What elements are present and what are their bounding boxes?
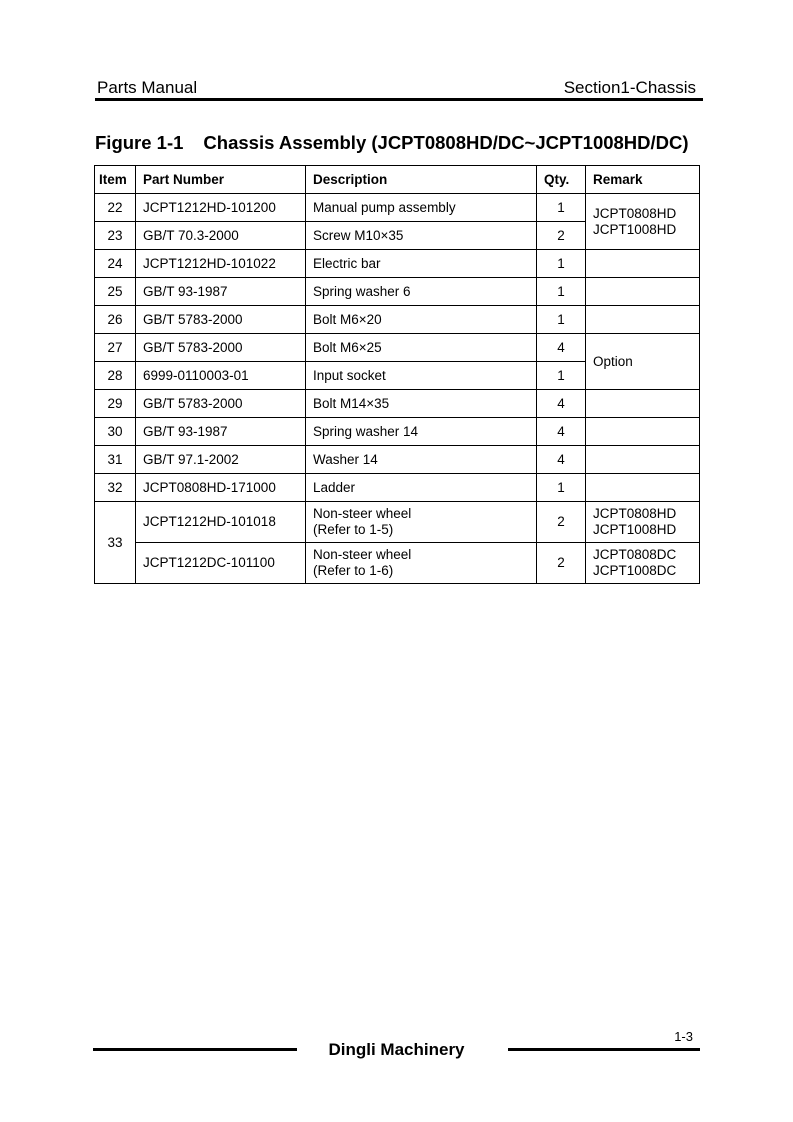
qty-cell: 2: [537, 502, 586, 543]
description-cell: Bolt M14×35: [306, 390, 537, 418]
description-line: (Refer to 1-5): [313, 522, 394, 537]
table-row: [95, 194, 700, 222]
remark-cell: [586, 278, 700, 306]
item-cell: 28: [95, 362, 136, 390]
table-row: [95, 250, 700, 278]
description-cell: Input socket: [306, 362, 537, 390]
table-row: [95, 306, 700, 334]
qty-cell: 1: [537, 194, 586, 222]
table-row: [95, 278, 700, 306]
qty-cell: 4: [537, 418, 586, 446]
part-number-cell: GB/T 93-1987: [136, 278, 306, 306]
table-row: [95, 502, 700, 543]
table-header-row: [95, 166, 700, 194]
description-cell: Washer 14: [306, 446, 537, 474]
item-cell: 33: [95, 502, 136, 584]
column-header-item: Item: [95, 166, 136, 194]
item-cell: 30: [95, 418, 136, 446]
item-cell: 27: [95, 334, 136, 362]
description-cell: Spring washer 6: [306, 278, 537, 306]
header-rule: [95, 98, 703, 101]
part-number-cell: JCPT1212HD-101018: [136, 502, 306, 543]
qty-cell: 4: [537, 334, 586, 362]
qty-cell: 1: [537, 474, 586, 502]
description-cell: Bolt M6×25: [306, 334, 537, 362]
part-number-cell: GB/T 5783-2000: [136, 306, 306, 334]
description-cell: Screw M10×35: [306, 222, 537, 250]
column-header-qty: Qty.: [537, 166, 586, 194]
column-header-description: Description: [306, 166, 537, 194]
part-number-cell: JCPT1212HD-101022: [136, 250, 306, 278]
remark-line: JCPT0808DC: [593, 547, 677, 562]
table-row: [95, 390, 700, 418]
column-header-remark: Remark: [586, 166, 700, 194]
section-title: Section1-Chassis: [563, 78, 696, 97]
description-line: (Refer to 1-6): [313, 563, 394, 578]
remark-cell: [586, 474, 700, 502]
description-cell: Electric bar: [306, 250, 537, 278]
remark-cell: [586, 418, 700, 446]
remark-cell: [586, 502, 700, 543]
remark-cell: Option: [586, 334, 700, 390]
parts-table: [94, 165, 700, 584]
remark-line: JCPT1008DC: [593, 563, 677, 578]
item-cell: 29: [95, 390, 136, 418]
remark-cell: [586, 446, 700, 474]
part-number-cell: JCPT1212DC-101100: [136, 543, 306, 584]
figure-caption: Chassis Assembly (JCPT0808HD/DC~JCPT1008HD/DC): [203, 132, 689, 153]
description-cell: Bolt M6×20: [306, 306, 537, 334]
qty-cell: 4: [537, 390, 586, 418]
description-cell: Spring washer 14: [306, 418, 537, 446]
part-number-cell: JCPT1212HD-101200: [136, 194, 306, 222]
qty-cell: 4: [537, 446, 586, 474]
part-number-cell: JCPT0808HD-171000: [136, 474, 306, 502]
description-line: Non-steer wheel: [313, 547, 412, 562]
remark-line: JCPT1008HD: [593, 522, 677, 537]
part-number-cell: GB/T 97.1-2002: [136, 446, 306, 474]
remark-line: JCPT0808HD: [593, 205, 677, 221]
item-cell: 32: [95, 474, 136, 502]
item-cell: 22: [95, 194, 136, 222]
item-cell: 23: [95, 222, 136, 250]
remark-line: JCPT0808HD: [593, 506, 677, 521]
item-cell: 25: [95, 278, 136, 306]
table-row: [95, 334, 700, 362]
description-cell: Ladder: [306, 474, 537, 502]
qty-cell: 1: [537, 250, 586, 278]
remark-cell: [586, 306, 700, 334]
remark-cell: [586, 390, 700, 418]
figure-label: Figure 1-1: [95, 132, 184, 153]
item-cell: 31: [95, 446, 136, 474]
qty-cell: 1: [537, 362, 586, 390]
remark-cell: [586, 250, 700, 278]
item-cell: 26: [95, 306, 136, 334]
qty-cell: 1: [537, 278, 586, 306]
qty-cell: 2: [537, 543, 586, 584]
part-number-cell: GB/T 5783-2000: [136, 390, 306, 418]
item-cell: 24: [95, 250, 136, 278]
qty-cell: 2: [537, 222, 586, 250]
qty-cell: 1: [537, 306, 586, 334]
footer-company: Dingli Machinery: [328, 1040, 465, 1059]
table-row: [95, 474, 700, 502]
table-row: [95, 418, 700, 446]
manual-title: Parts Manual: [97, 78, 198, 97]
description-cell: [306, 543, 537, 584]
remark-cell: [586, 543, 700, 584]
figure-title: [95, 132, 689, 154]
remark-line: JCPT1008HD: [593, 221, 677, 237]
part-number-cell: GB/T 70.3-2000: [136, 222, 306, 250]
table-row: [95, 543, 700, 584]
part-number-cell: GB/T 93-1987: [136, 418, 306, 446]
page-number: 1-3: [674, 1029, 693, 1044]
remark-cell: [586, 194, 700, 250]
description-line: Non-steer wheel: [313, 506, 412, 521]
description-cell: Manual pump assembly: [306, 194, 537, 222]
part-number-cell: GB/T 5783-2000: [136, 334, 306, 362]
table-row: [95, 446, 700, 474]
page-header: [95, 78, 702, 100]
part-number-cell: 6999-0110003-01: [136, 362, 306, 390]
column-header-part-number: Part Number: [136, 166, 306, 194]
description-cell: [306, 502, 537, 543]
